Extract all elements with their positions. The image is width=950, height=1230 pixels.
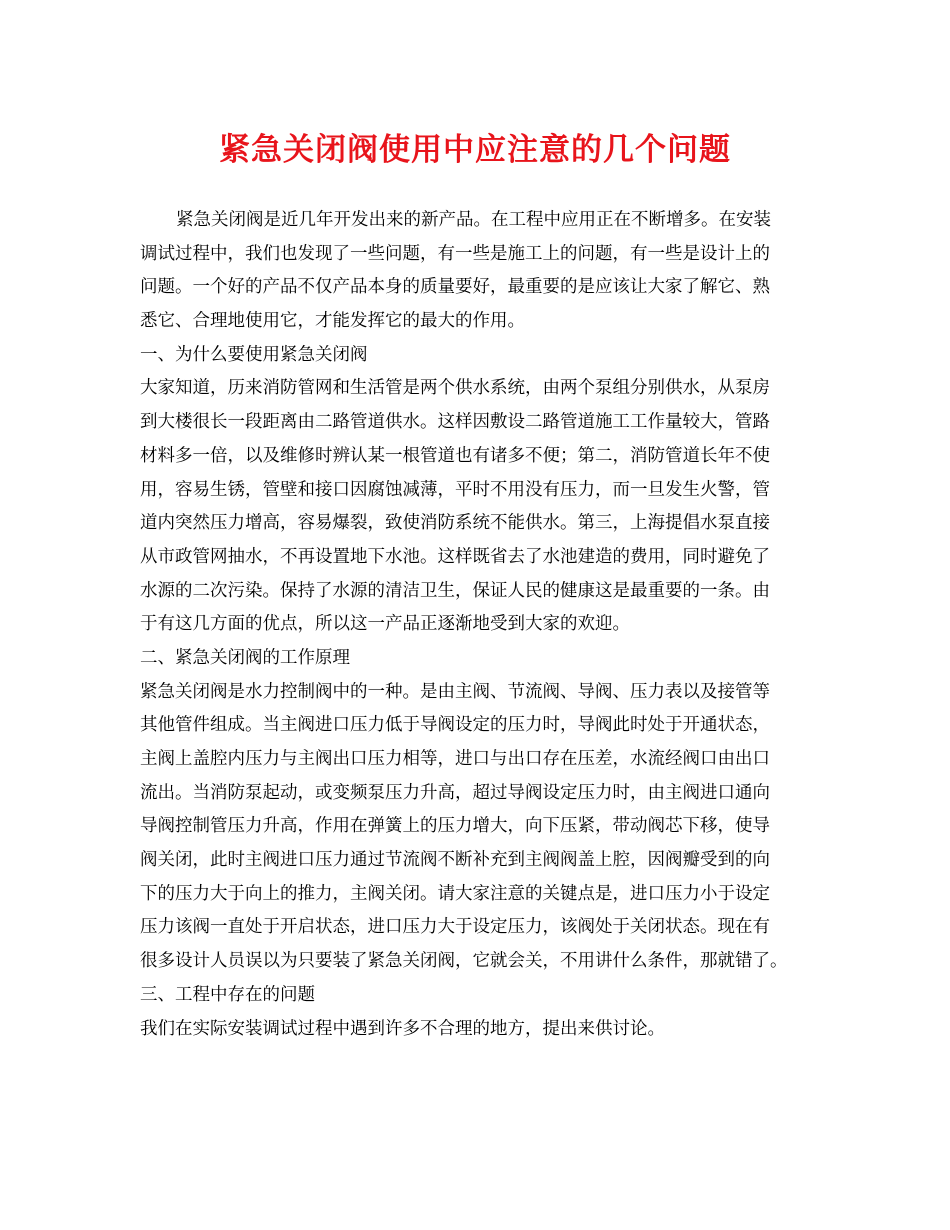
paragraph-line: 紧急关闭阀是近几年开发出来的新产品。在工程中应用正在不断增多。在安装 (176, 210, 771, 230)
paragraph-line: 到大楼很长一段距离由二路管道供水。这样因敷设二路管道施工工作量较大，管路 (140, 412, 770, 433)
paragraph-line: 水源的二次污染。保持了水源的清洁卫生，保证人民的健康这是最重要的一条。由 (140, 580, 770, 601)
section-heading: 二、紧急关闭阀的工作原理 (140, 647, 350, 668)
paragraph-line: 其他管件组成。当主阀进口压力低于导阀设定的压力时，导阀此时处于开通状态， (140, 715, 770, 736)
paragraph-line: 材料多一倍，以及维修时辨认某一根管道也有诸多不便；第二，消防管道长年不使 (140, 445, 770, 466)
section-heading: 三、工程中存在的问题 (140, 984, 315, 1005)
paragraph-line: 问题。一个好的产品不仅产品本身的质量要好，最重要的是应该让大家了解它、熟 (140, 277, 770, 298)
paragraph-line: 导阀控制管压力升高，作用在弹簧上的压力增大，向下压紧，带动阀芯下移，使导 (140, 816, 770, 837)
paragraph-line: 下的压力大于向上的推力，主阀关闭。请大家注意的关键点是，进口压力小于设定 (140, 883, 770, 904)
paragraph-line: 压力该阀一直处于开启状态，进口压力大于设定压力，该阀处于关闭状态。现在有 (140, 917, 770, 938)
paragraph-line: 从市政管网抽水，不再设置地下水池。这样既省去了水池建造的费用，同时避免了 (140, 546, 770, 567)
section-heading: 一、为什么要使用紧急关闭阀 (140, 344, 368, 365)
paragraph-line: 很多设计人员误以为只要装了紧急关闭阀，它就会关，不用讲什么条件，那就错了。 (140, 951, 788, 972)
paragraph-line: 流出。当消防泵起动，或变频泵压力升高，超过导阀设定压力时，由主阀进口通向 (140, 782, 770, 803)
paragraph-line: 用，容易生锈，管壁和接口因腐蚀减薄，平时不用没有压力，而一旦发生火警，管 (140, 479, 770, 500)
paragraph-line: 我们在实际安装调试过程中遇到许多不合理的地方，提出来供讨论。 (140, 1018, 665, 1039)
paragraph-line: 道内突然压力增高，容易爆裂，致使消防系统不能供水。第三，上海提倡水泵直接 (140, 513, 770, 534)
paragraph-line: 于有这几方面的优点，所以这一产品正逐渐地受到大家的欢迎。 (140, 614, 630, 635)
document-title: 紧急关闭阀使用中应注意的几个问题 (219, 132, 731, 168)
document-body (140, 204, 820, 1046)
paragraph-line: 悉它、合理地使用它，才能发挥它的最大的作用。 (140, 311, 525, 332)
paragraph-line: 调试过程中，我们也发现了一些问题，有一些是施工上的问题，有一些是设计上的 (140, 243, 770, 264)
paragraph-line: 主阀上盖腔内压力与主阀出口压力相等，进口与出口存在压差，水流经阀口由出口 (140, 749, 770, 769)
paragraph-line: 阀关闭，此时主阀进口压力通过节流阀不断补充到主阀阀盖上腔，因阀瓣受到的向 (140, 850, 770, 871)
paragraph-line: 大家知道，历来消防管网和生活管是两个供水系统，由两个泵组分别供水，从泵房 (140, 378, 770, 399)
paragraph-line: 紧急关闭阀是水力控制阀中的一种。是由主阀、节流阀、导阀、压力表以及接管等 (140, 681, 770, 702)
